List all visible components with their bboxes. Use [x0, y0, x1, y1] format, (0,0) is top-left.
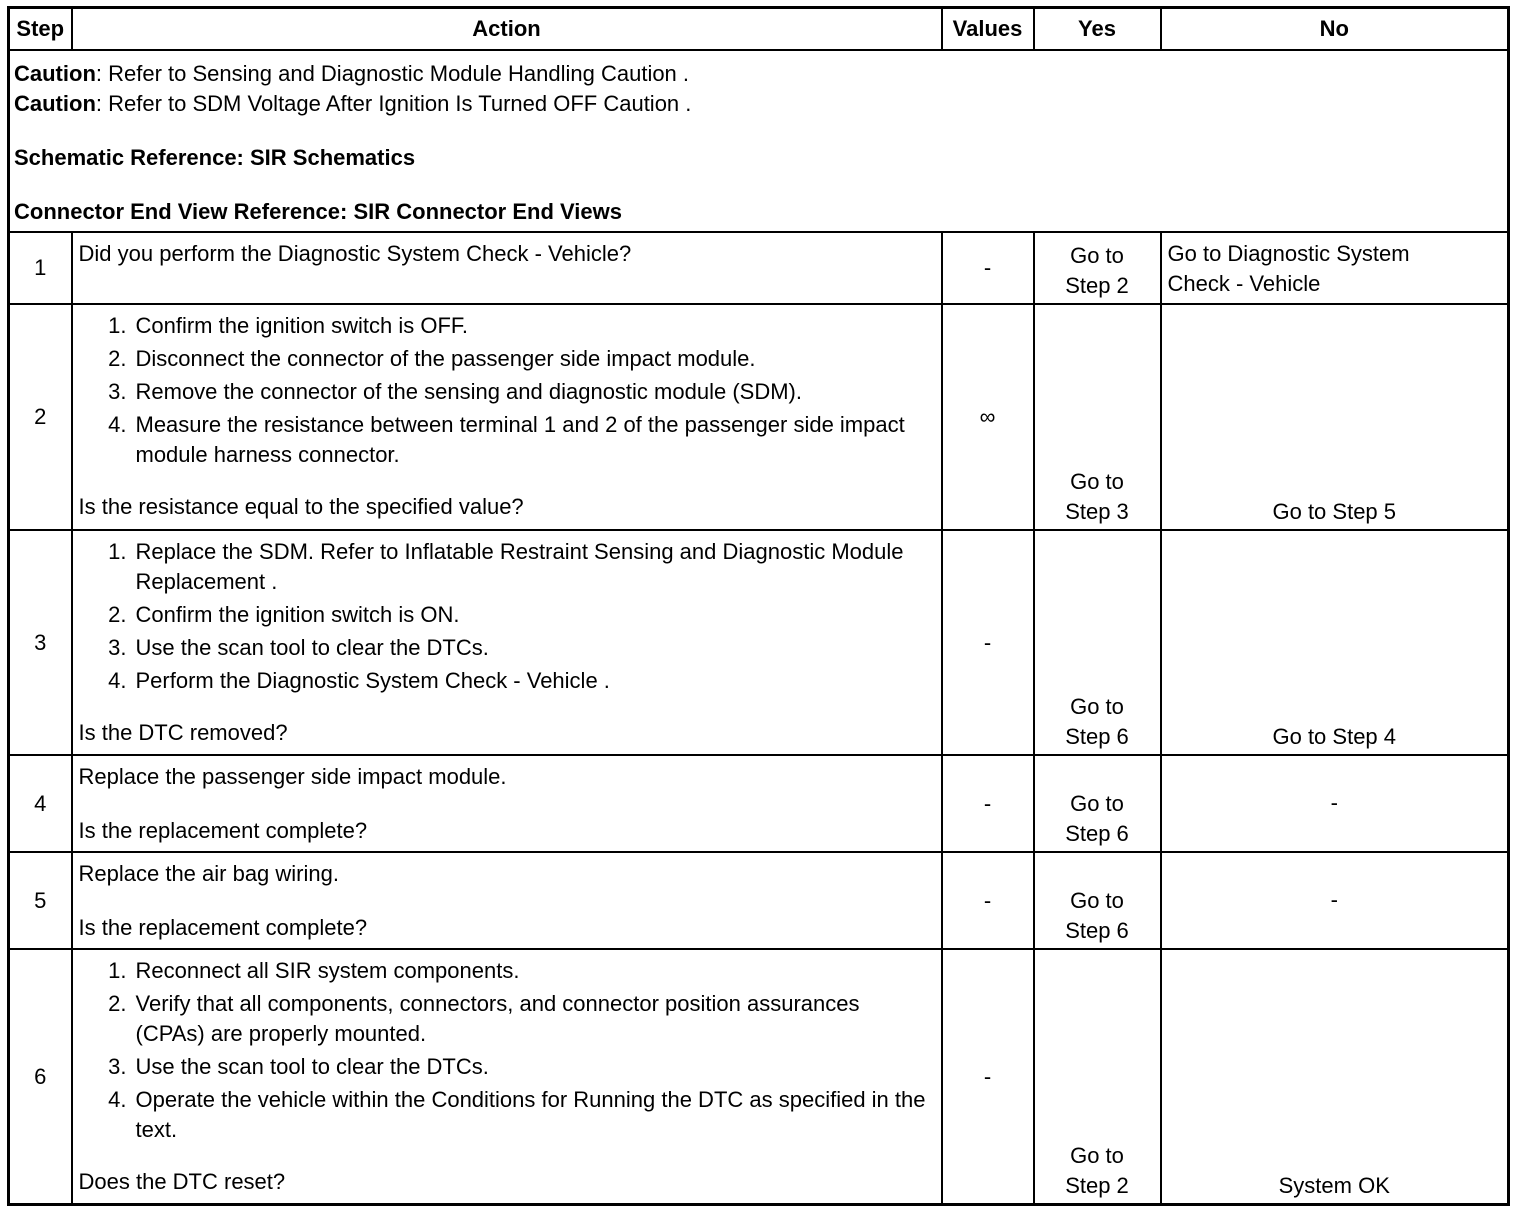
caution-line-1	[14, 59, 1503, 89]
list-item: 1. Confirm the ignition switch is OFF.	[108, 312, 469, 338]
no-link[interactable]: Check - Vehicle	[1167, 270, 1321, 296]
yes-link[interactable]: Go to	[1070, 468, 1124, 494]
value-cell: -	[942, 949, 1034, 1204]
action-cell	[72, 852, 942, 949]
step-number: 4	[9, 755, 72, 852]
header-step: Step	[9, 8, 72, 50]
list-item: 2. Verify that all components, connectors, and connector position assurances (CPAs) are properly mounted.	[108, 991, 860, 1047]
yes-link[interactable]: Go to	[1070, 242, 1124, 268]
step-number: 5	[9, 852, 72, 949]
question-text: Is the resistance equal to the specified value?	[78, 493, 524, 519]
action-cell	[72, 232, 942, 304]
intro-cell	[9, 50, 1509, 232]
yes-cell	[1034, 949, 1161, 1204]
yes-cell	[1034, 755, 1161, 852]
action-text: Did you perform the Diagnostic System Check - Vehicle?	[78, 240, 632, 266]
yes-link[interactable]: Go to	[1070, 1143, 1124, 1168]
action-text: Replace the air bag wiring.	[78, 861, 339, 887]
table-row	[9, 232, 1509, 304]
no-cell	[1161, 304, 1509, 530]
step-number: 2	[9, 304, 72, 530]
yes-cell	[1034, 304, 1161, 530]
list-item: 3. Use the scan tool to clear the DTCs.	[108, 1054, 489, 1080]
caution-label: Caution	[14, 90, 96, 116]
list-item: 4. Perform the Diagnostic System Check - Vehicle .	[108, 667, 610, 693]
list-item: 4. Operate the vehicle within the Conditions for Running the DTC as specified in the text.	[108, 1087, 926, 1143]
no-cell: -	[1161, 755, 1509, 852]
yes-link[interactable]: Go to	[1070, 888, 1124, 914]
step-number: 6	[9, 949, 72, 1204]
yes-link[interactable]: Step 3	[1065, 498, 1129, 524]
value-cell: -	[942, 852, 1034, 949]
yes-link[interactable]: Step 6	[1065, 918, 1129, 944]
question-text: Is the DTC removed?	[78, 719, 288, 745]
header-action: Action	[72, 8, 942, 50]
caution-text: : Refer to SDM Voltage After Ignition Is Turned OFF Caution .	[95, 90, 692, 116]
no-cell	[1161, 530, 1509, 755]
action-list	[79, 537, 935, 696]
list-item: 3. Remove the connector of the sensing and diagnostic module (SDM).	[108, 378, 802, 404]
header-row	[9, 8, 1509, 50]
table-row	[9, 304, 1509, 530]
list-item: 1. Replace the SDM. Refer to Inflatable Restraint Sensing and Diagnostic Module Replacement .	[108, 538, 904, 594]
action-cell	[72, 530, 942, 755]
step-number: 3	[9, 530, 72, 755]
table-row	[9, 852, 1509, 949]
no-link[interactable]: Go to Step 5	[1272, 498, 1397, 524]
table-row	[9, 949, 1509, 1204]
yes-cell	[1034, 852, 1161, 949]
intro-row	[9, 50, 1509, 232]
list-item: 4. Measure the resistance between terminal 1 and 2 of the passenger side impact module harness connector.	[108, 411, 905, 467]
value-cell: -	[942, 232, 1034, 304]
yes-link[interactable]: Step 2	[1065, 1173, 1129, 1198]
action-cell	[72, 304, 942, 530]
question-text: Is the replacement complete?	[78, 915, 368, 941]
table-row	[9, 530, 1509, 755]
list-item: 1. Reconnect all SIR system components.	[108, 958, 520, 984]
no-link[interactable]: Go to Step 4	[1272, 724, 1397, 750]
question-text: Is the replacement complete?	[78, 818, 368, 844]
action-text: Replace the passenger side impact module.	[78, 764, 507, 790]
header-values: Values	[942, 8, 1034, 50]
yes-cell	[1034, 530, 1161, 755]
yes-link[interactable]: Step 2	[1065, 272, 1129, 298]
caution-line-2	[14, 89, 1503, 119]
step-number: 1	[9, 232, 72, 304]
header-yes: Yes	[1034, 8, 1161, 50]
diagnostic-table	[7, 6, 1510, 1206]
table-row	[9, 755, 1509, 852]
action-list	[79, 956, 935, 1145]
caution-text: : Refer to Sensing and Diagnostic Module Handling Caution .	[95, 60, 690, 86]
schematic-reference: Schematic Reference: SIR Schematics	[14, 144, 416, 170]
action-list	[79, 311, 935, 470]
yes-cell	[1034, 232, 1161, 304]
value-cell: -	[942, 755, 1034, 852]
yes-link[interactable]: Step 6	[1065, 821, 1129, 847]
value-cell: -	[942, 530, 1034, 755]
list-item: 2. Confirm the ignition switch is ON.	[108, 601, 460, 627]
yes-link[interactable]: Step 6	[1065, 724, 1129, 750]
no-cell	[1161, 232, 1509, 304]
no-link[interactable]: System OK	[1278, 1173, 1390, 1198]
yes-link[interactable]: Go to	[1070, 694, 1124, 720]
action-cell	[72, 755, 942, 852]
value-cell: ∞	[942, 304, 1034, 530]
header-no: No	[1161, 8, 1509, 50]
action-cell	[72, 949, 942, 1204]
no-cell: -	[1161, 852, 1509, 949]
yes-link[interactable]: Go to	[1070, 791, 1124, 817]
question-text: Does the DTC reset?	[78, 1169, 286, 1195]
no-cell	[1161, 949, 1509, 1204]
list-item: 3. Use the scan tool to clear the DTCs.	[108, 634, 489, 660]
caution-label: Caution	[14, 60, 96, 86]
list-item: 2. Disconnect the connector of the passenger side impact module.	[108, 345, 756, 371]
no-link[interactable]: Go to Diagnostic System	[1167, 240, 1410, 266]
connector-reference: Connector End View Reference: SIR Connector End Views	[14, 198, 622, 224]
